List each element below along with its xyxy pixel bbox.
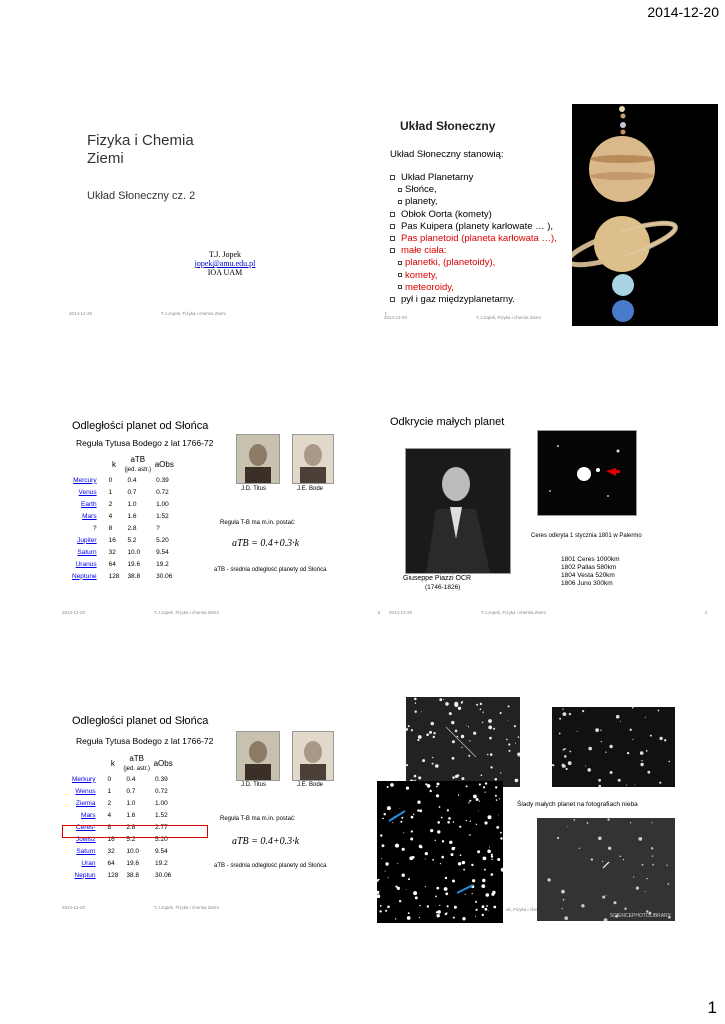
ceres-highlight [62,825,208,838]
bullet-icon [390,175,395,180]
cell-aobs: 0.72 [155,787,168,795]
rule-text: Reguła T-B ma m.in. postać: [220,520,296,526]
cell-atb: 10.0 [127,548,141,556]
bullet-icon [398,273,402,277]
cell-name[interactable]: Jupiter [77,536,97,544]
cell-k: 1 [108,488,113,496]
cell-name: ? [92,524,97,532]
cell-k: 2 [107,799,112,807]
cell-name[interactable]: Mars [82,512,97,520]
list-item: planety, [390,196,557,208]
list-item: 1801 Ceres 1000km [561,556,620,563]
cell-k: 1 [107,787,112,795]
cell-k: 16 [108,536,116,544]
slide-subtitle: Reguła Tytusa Bodego z lat 1766-72 [76,438,214,448]
slide-title: Odległości planet od Słońca [72,715,209,727]
cell-atb: 1.0 [127,500,137,508]
author-block: T.J. Jopek jopek@amu.edu.pl IOA UAM [155,250,295,277]
table-row [68,510,176,522]
cell-aobs: 0.72 [156,488,169,496]
slide-2: Układ Słoneczny Układ Słoneczny stanowią: Układ Planetarny Słońce, planety, Obłok Oorta (komety) Pas Kuipera (planety karłowate … ), Pas planetoid (planeta karłowata …), małe ciała: planetki, (planetoidy), komety, meteoroidy, pył i gaz międzyplanetarny. 2014-12-20 T.J.Jopek, Fizyka i chemia Ziemi [380,104,720,334]
cell-atb: 10.0 [126,847,139,855]
cell-k: 8 [107,823,112,831]
table-row [68,797,175,809]
formula: aTB = 0.4+0.3·k [232,538,300,549]
page-date: 2014-12-20 [647,4,719,20]
cell-atb: 5.2 [126,835,136,843]
cell-k: 8 [108,524,113,532]
cell-aobs: ? [156,524,160,532]
watermark: SCIENCEPHOTOLIBRARY [609,913,671,919]
rule-text: Reguła T-B ma m.in. postać: [220,816,296,822]
cell-aobs: 2.77 [155,823,168,831]
cell-name[interactable]: Venus [78,488,97,496]
formula-note: aTB - średnia odległość planety od Słońca [214,863,327,869]
bode-portrait [292,731,334,781]
cell-name[interactable]: Wenus [75,787,96,795]
bode-portrait [292,434,334,484]
cell-name[interactable]: Neptun [74,871,96,879]
cell-k: 32 [107,847,115,855]
bode-caption: J.E. Bode [297,782,324,788]
bullet-icon [390,224,395,229]
cell-name[interactable]: Earth [81,500,97,508]
cell-k: 2 [108,500,113,508]
slide-3: Odległości planet od Słońca Reguła Tytusa Bodego z lat 1766-72 k aTB (jed. astr.) aObs Mercury 0 0.4 0.39 Venus 1 0.7 0.72 Earth 2 1.0 1.00 Mars 4 1.6 1.52 ? 8 2.8 ? Jupiter 16 5.2 5.20 Saturn 32 10.0 9.54 Uranus 64 19.6 19.2 Neptune 128 38.8 30.06 J.D. Titus J.E. Bode Reguła T-B ma m.in. postać: aTB = 0.4+0.3·k aTB - średnia odległość planety od Słońca 2014-12-20 T.J.Jopek, Fizyka i chemia Ziemi 3 [62,420,380,615]
cell-aobs: 19.2 [156,560,169,568]
piazzi-years: (1746-1826) [425,584,461,591]
bullet-icon [398,188,402,192]
slide-4: Odkrycie małych planet Giuseppe Piazzi OCR (1746-1826) Ceres odkryta 1 stycznia 1801 w Palermo 1801 Ceres 1000km 1802 Pallas 580km 1804 Vesta 520km 1806 Juno 300km 2014-12-20 T.J.Jopek, Fizyka i chemia Ziemi 4 [389,416,707,615]
list-item: meteoroidy, [390,282,557,294]
cell-name[interactable]: Saturn [77,548,97,556]
slide-subtitle: Układ Słoneczny cz. 2 [87,190,196,202]
bullet-icon [390,248,395,253]
bullet-icon [398,200,402,204]
cell-aobs: 30.06 [156,572,173,580]
table-row [68,534,176,546]
list-item: planetki, (planetoidy), [390,257,557,269]
cell-atb: 38.8 [126,871,139,879]
bullet-icon [390,297,395,302]
cell-aobs: 0.39 [156,476,169,484]
cell-aobs: 5.20 [155,835,168,843]
sky-photo-4 [537,818,675,921]
page-number: 1 [707,998,717,1017]
list-item: Słońce, [390,184,557,196]
discovery-list [561,556,620,588]
bullet-icon [390,212,395,217]
cell-aobs: 0.39 [155,775,168,783]
titus-portrait [236,731,280,781]
cell-atb: 1.6 [127,512,137,520]
list-item: 1802 Pallas 580km [561,564,617,571]
table-row [68,773,175,785]
cell-atb: 0.4 [127,476,137,484]
sky-photo-3 [377,781,503,923]
cell-aobs: 9.54 [155,847,168,855]
slide-intro: Układ Słoneczny stanowią: [390,149,504,160]
cell-atb: 19.6 [126,859,139,867]
table-row [68,486,176,498]
list-item: 1806 Juno 300km [561,580,613,587]
titus-portrait [236,434,280,484]
cell-atb: 19.6 [127,560,141,568]
cell-aobs: 30.06 [155,871,172,879]
cell-k: 4 [108,512,113,520]
cell-name[interactable]: Saturn [76,847,96,855]
table-row [68,869,175,881]
cell-name[interactable]: Uran [81,859,96,867]
cell-atb: 1.0 [126,799,136,807]
formula-note: aTB - średnia odległość planety od Słońca [214,567,327,573]
slide-footer: ek, Fizyka i che [506,907,538,912]
slide-1: Fizyka i Chemia Ziemi Układ Słoneczny cz. 2 T.J. Jopek jopek@amu.edu.pl IOA UAM 2014-12-20 T.J.Jopek, Fizyka i chemia Ziemi 1 [69,132,387,316]
bode-caption: J.E. Bode [297,486,324,492]
titus-caption: J.D. Titus [241,782,267,788]
cell-aobs: 9.54 [156,548,169,556]
table-row [68,546,176,558]
bullet-list [390,172,557,306]
list-item: Pas Kuipera (planety karłowate … ), [390,221,557,233]
cell-atb: 5.2 [127,536,137,544]
piazzi-portrait [405,448,511,574]
titus-caption: J.D. Titus [241,486,267,492]
cell-name[interactable]: Mars [81,811,96,819]
bullet-icon [398,261,402,265]
table-row [68,857,175,869]
list-item: 1804 Vesta 520km [561,572,615,579]
table-row [68,474,176,486]
cell-k: 64 [108,560,116,568]
cell-k: 4 [107,811,112,819]
cell-atb: 2.8 [126,823,136,831]
bullet-icon [398,285,402,289]
cell-atb: 0.7 [127,488,137,496]
slide-title: Fizyka i Chemia Ziemi [87,132,194,167]
cell-name[interactable]: Mercury [73,476,97,484]
author-email[interactable]: jopek@amu.edu.pl [194,259,256,268]
cell-name[interactable]: Neptune [72,572,97,580]
cell-atb: 0.7 [126,787,136,795]
table-row [68,785,175,797]
cell-aobs: 1.52 [156,512,169,520]
list-item: małe ciała: [390,245,557,257]
sky-photo-2 [552,707,675,787]
cell-k: 128 [107,871,119,879]
bullet-icon [390,236,395,241]
table-row [68,570,176,582]
table-row [68,845,175,857]
ceres-caption: Ceres odkryta 1 stycznia 1801 w Palermo [531,533,642,539]
sky-photo-1 [406,697,520,787]
cell-k: 64 [107,859,115,867]
titius-bode-table: k aTB (jed. astr.) aObs Merkury 0 0.4 0.39 Wenus 1 0.7 0.72 Ziemia 2 1.0 1.00 Mars 4 1.6 1.52 Ceres¹ 8 2.8 2.77 Jowisz 16 5.2 5.20 Saturn 32 10.0 9.54 Uran 64 19.6 19.2 Neptun 128 38.8 30.06 [68,753,175,881]
photos-caption: Ślady małych planet na fotografiach nieba [517,801,638,808]
cell-k: 32 [108,548,116,556]
formula: aTB = 0.4+0.3·k [232,836,300,847]
cell-aobs: 1.00 [155,799,168,807]
titius-bode-table: k aTB (jed. astr.) aObs Mercury 0 0.4 0.39 Venus 1 0.7 0.72 Earth 2 1.0 1.00 Mars 4 1.6 1.52 ? 8 2.8 ? Jupiter 16 5.2 5.20 Saturn 32 10.0 9.54 Uranus 64 19.6 19.2 Neptune 128 38.8 30.06 [68,454,176,582]
cell-aobs: 1.00 [156,500,169,508]
list-item: Układ Planetarny [390,172,557,184]
slide-title: Układ Słoneczny [400,119,496,133]
cell-name[interactable]: Jowisz [75,835,96,843]
planets-image [572,104,718,326]
cell-atb: 38.8 [127,572,141,580]
list-item: Pas planetoid (planeta karłowata …), [390,233,557,245]
list-item: Obłok Oorta (komety) [390,209,557,221]
cell-aobs: 1.52 [155,811,168,819]
table-row [68,522,176,534]
cell-name[interactable]: Ziemia [75,799,96,807]
ceres-photo [537,430,637,516]
cell-name[interactable]: Ceres¹ [75,823,96,831]
piazzi-caption: Giuseppe Piazzi OCR [403,575,472,582]
list-item: komety, [390,270,557,282]
cell-k: 0 [107,775,112,783]
slide-title: Odkrycie małych planet [390,416,505,428]
cell-name[interactable]: Merkury [72,775,96,783]
cell-atb: 0.4 [126,775,136,783]
cell-aobs: 5.20 [156,536,169,544]
cell-name[interactable]: Uranus [75,560,97,568]
cell-k: 128 [108,572,120,580]
slide-title: Odległości planet od Słońca [72,420,209,432]
list-item: pył i gaz międzyplanetarny. [390,294,557,306]
cell-atb: 1.6 [126,811,136,819]
slide-5: Odległości planet od Słońca Reguła Tytusa Bodego z lat 1766-72 k aTB (jed. astr.) aObs Merkury 0 0.4 0.39 Wenus 1 0.7 0.72 Ziemia 2 1.0 1.00 Mars 4 1.6 1.52 Ceres¹ 8 2.8 2.77 Jowisz 16 5.2 5.20 Saturn 32 10.0 9.54 Uran 64 19.6 19.2 Neptun 128 38.8 30.06 J.D. Titus J.E. Bode Reguła T-B ma m.in. postać: aTB = 0.4+0.3·k aTB - średnia odległość planety od Słońca 2014-12-20 T.J.Jopek, Fizyka i chemia Ziemi [58,705,383,935]
cell-k: 0 [108,476,113,484]
cell-aobs: 19.2 [155,859,168,867]
table-row [68,498,176,510]
table-row [68,809,175,821]
cell-k: 16 [107,835,115,843]
table-row [68,558,176,570]
cell-atb: 2.8 [127,524,137,532]
slide-subtitle: Reguła Tytusa Bodego z lat 1766-72 [76,736,214,746]
